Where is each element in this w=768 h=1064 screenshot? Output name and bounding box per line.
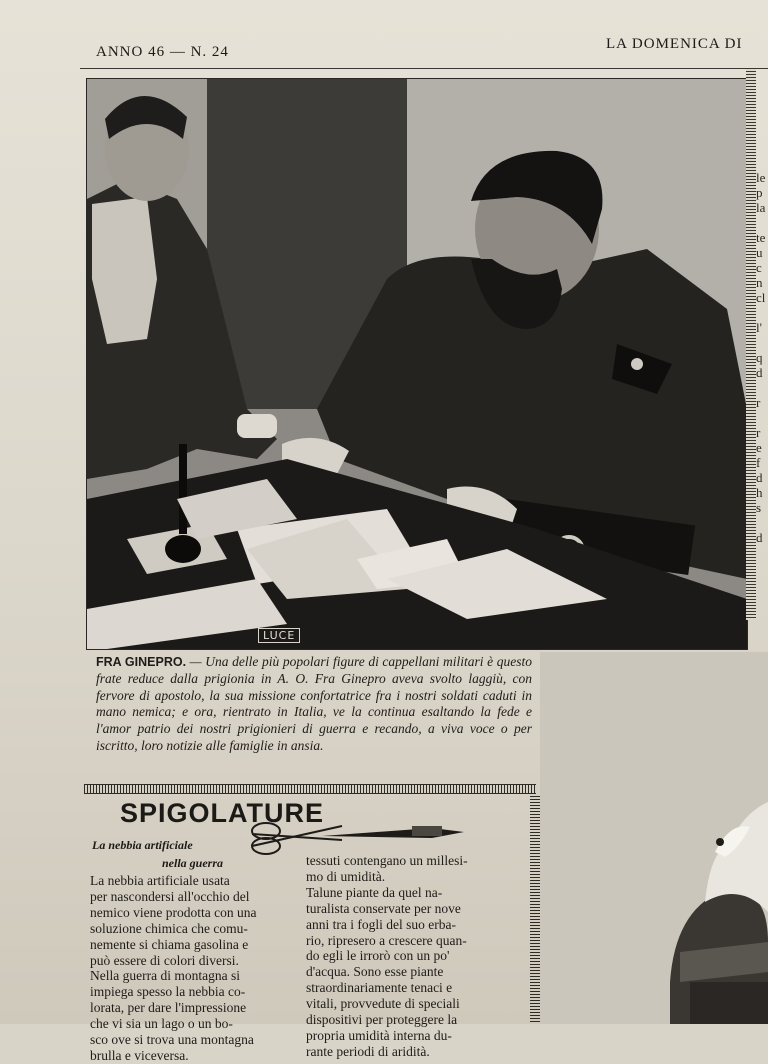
column-fragment: c xyxy=(756,260,762,275)
column-fragment xyxy=(756,410,768,425)
column-fragment: e xyxy=(756,440,762,455)
luce-watermark: LUCE xyxy=(258,628,300,643)
article-line: turalista conservate per nove xyxy=(306,900,461,916)
masthead: LA DOMENICA DI xyxy=(606,36,743,52)
section-title: SPIGOLATURE xyxy=(120,798,325,828)
column-fragment: le xyxy=(756,170,766,185)
photo-illustration xyxy=(87,79,747,649)
column-fragment: q xyxy=(756,350,763,365)
column-fragment: u xyxy=(756,245,763,260)
column-fragment: cl xyxy=(756,290,766,305)
article-line: Talune piante da quel na- xyxy=(306,884,443,900)
caption-title: FRA GINEPRO. xyxy=(96,655,187,669)
article-line: anni tra i fogli del suo erba- xyxy=(306,916,456,932)
column-fragment: te xyxy=(756,230,766,245)
article-column-a xyxy=(90,873,300,1064)
column-fragment: f xyxy=(756,455,761,470)
article-line: tessuti contengano un millesi- xyxy=(306,853,468,868)
column-rule xyxy=(530,796,540,1024)
article-line: può essere di colori diversi. xyxy=(90,952,239,968)
column-fragment: d xyxy=(756,530,763,545)
column-fragment: la xyxy=(756,200,766,215)
article-line: propria umidità interna du- xyxy=(306,1027,452,1043)
article-line: straordinariamente tenaci e xyxy=(306,980,453,996)
column-fragment: s xyxy=(756,500,762,515)
article-line: rio, ripresero a crescere quan- xyxy=(306,932,467,948)
article-line: soluzione chimica che comu- xyxy=(90,920,248,936)
article-line: dispositivi per proteggere la xyxy=(306,1012,458,1028)
article-line: do egli le irrorò con un po' xyxy=(306,948,450,964)
article-line: vitali, provvedute di speciali xyxy=(306,996,460,1012)
column-fragment: p xyxy=(756,185,763,200)
dome-fire-illustration xyxy=(540,652,768,1024)
section-subtitle-line1: La nebbia artificiale xyxy=(92,838,193,852)
photo-caption xyxy=(96,654,532,755)
section-rule xyxy=(84,784,536,794)
main-photograph xyxy=(86,78,748,650)
column-separator xyxy=(746,68,756,620)
issue-number: ANNO 46 — N. 24 xyxy=(96,44,229,60)
column-fragment: r xyxy=(756,425,761,440)
header-rule xyxy=(80,68,768,69)
article-line: nemente si chiama gasolina e xyxy=(90,936,249,952)
secondary-photograph xyxy=(540,652,768,1024)
column-fragment: h xyxy=(756,485,763,500)
column-fragment xyxy=(756,335,768,350)
column-fragment: d xyxy=(756,470,763,485)
column-fragment xyxy=(756,515,768,530)
column-fragment: d xyxy=(756,365,763,380)
column-fragment: r xyxy=(756,395,761,410)
column-fragment xyxy=(756,305,768,320)
column-fragment: n xyxy=(756,275,763,290)
column-fragment: l' xyxy=(756,320,762,335)
article-line: d'acqua. Sono esse piante xyxy=(306,964,444,980)
article-line: sco ove si trova una montagna xyxy=(90,1032,254,1048)
right-column-fragments xyxy=(756,170,768,650)
article-line: per nascondersi all'occhio del xyxy=(90,888,250,904)
article-line: nemico viene prodotta con una xyxy=(90,904,257,920)
column-fragment xyxy=(756,215,768,230)
article-line: La nebbia artificiale usata xyxy=(90,873,230,888)
article-line: che vi sia un lago o un bo- xyxy=(90,1016,233,1032)
section-subtitle-line2: nella guerra xyxy=(162,856,224,870)
article-line: impiega spesso la nebbia co- xyxy=(90,984,246,1000)
article-line: brulla e viceversa. xyxy=(90,1047,189,1063)
article-line: rante periodi di aridità. xyxy=(306,1043,430,1059)
article-column-b xyxy=(306,853,528,1060)
caption-body: — Una delle più popolari figure di cappellani militari è questo frate reduce dalla prigionia in A. O. Fra Ginepro aveva svolto laggiù, con fervore di apostolo, la sua missione confortatrice fra i nostri soldati caduti in mano nemica; e ora, rientrato in Italia, ve la continua esaltando la fede e l'amor patrio dei nostri prigionieri di guerra e recando, a viva voce o per iscritto, loro notizie alle famiglie in ansia. xyxy=(96,654,532,753)
article-line: lorata, per dare l'impressione xyxy=(90,1000,247,1016)
article-line: Nella guerra di montagna si xyxy=(90,968,240,984)
article-line: mo di umidità. xyxy=(306,868,386,884)
column-fragment xyxy=(756,380,768,395)
